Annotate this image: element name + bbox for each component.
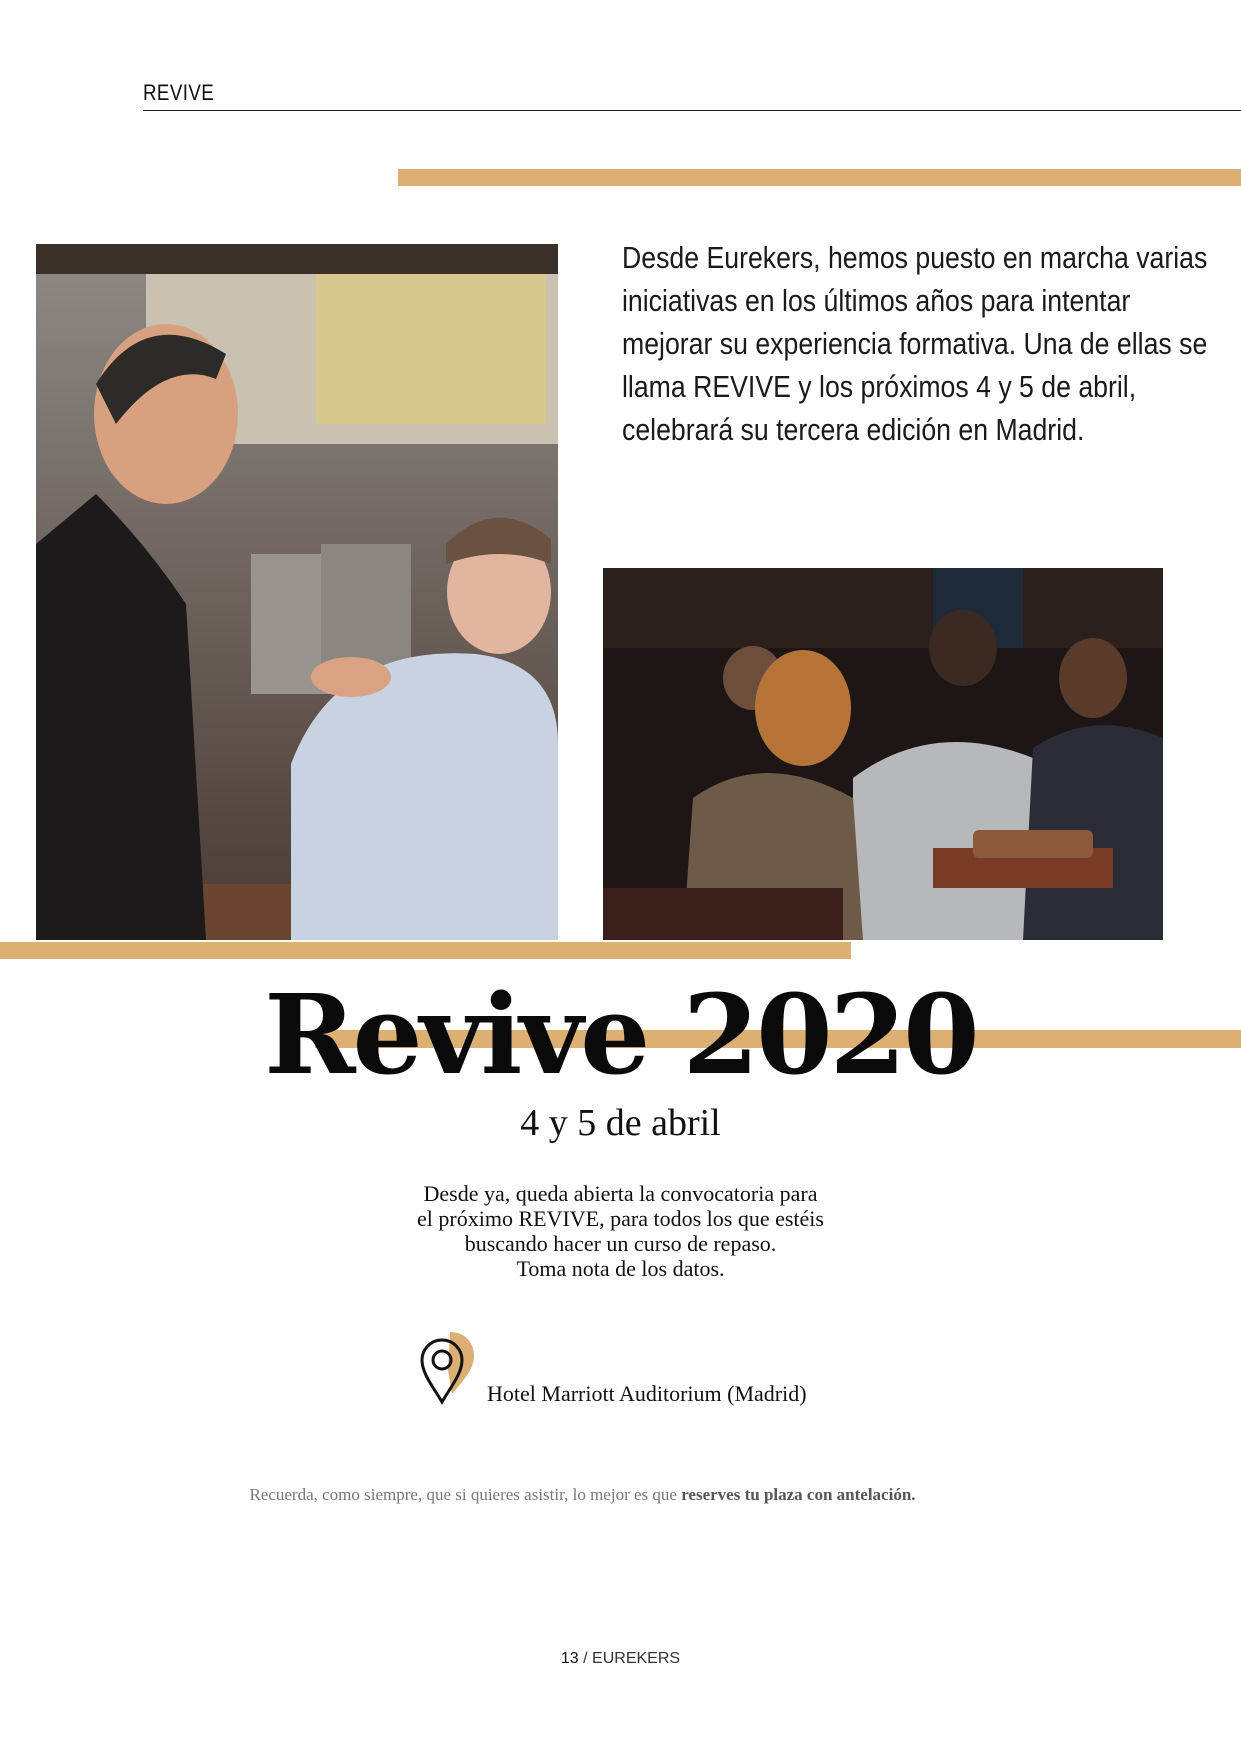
reminder-note: [0, 1485, 1165, 1505]
description-line: Desde ya, queda abierta la convocatoria para: [423, 1181, 818, 1206]
reminder-emphasis: reserves tu plaza con antelación.: [681, 1485, 916, 1504]
event-description: [0, 1181, 1241, 1281]
event-venue: Hotel Marriott Auditorium (Madrid): [487, 1381, 807, 1406]
photo-classroom-audience: [603, 568, 1163, 940]
page-number: 13: [560, 1650, 579, 1667]
header-rule: [143, 110, 1241, 111]
page-footer: [0, 1650, 1241, 1668]
description-line: buscando hacer un curso de repaso.: [464, 1231, 777, 1256]
description-line: el próximo REVIVE, para todos los que estéis: [417, 1206, 824, 1231]
publication-name: EUREKERS: [592, 1650, 681, 1667]
accent-bar-top: [398, 169, 1241, 186]
map-pin-icon: [418, 1330, 480, 1408]
intro-paragraph: Desde Eurekers, hemos puesto en marcha varias iniciativas en los últimos años para intentar mejorar su experiencia formativa. Una de ellas se llama REVIVE y los próximos 4 y 5 de abril, celebrará su tercera edición en Madrid.: [622, 240, 1208, 447]
photo-attendees-conversation: [36, 244, 558, 940]
event-title: Revive 2020: [264, 970, 977, 1099]
accent-bar-middle: [0, 942, 851, 959]
footer-separator: /: [578, 1650, 593, 1667]
description-line: Toma nota de los datos.: [516, 1256, 725, 1281]
event-dates: 4 y 5 de abril: [520, 1102, 721, 1144]
reminder-text: Recuerda, como siempre, que si quieres asistir, lo mejor es que: [249, 1485, 682, 1504]
section-label: REVIVE: [143, 80, 215, 105]
